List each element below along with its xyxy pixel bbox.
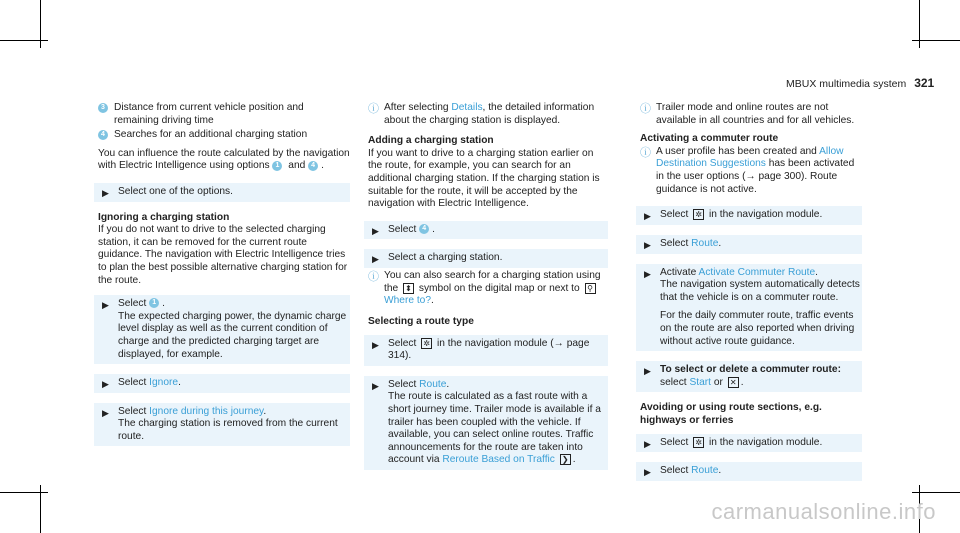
arrow-icon: ▶	[644, 211, 651, 222]
column-3	[640, 102, 862, 491]
arrow-right-icon: ❯	[560, 454, 571, 465]
legend-item-3: 3 Distance from current vehicle position and remaining driving time	[98, 102, 350, 127]
step: ▶ Select 4 .	[364, 221, 608, 240]
page-header	[786, 76, 934, 90]
number-4-icon: 4	[419, 224, 429, 234]
info-icon: ⓘ	[640, 146, 651, 159]
column-1	[98, 102, 350, 456]
start-link[interactable]: Start	[689, 376, 711, 388]
number-1-icon: 1	[272, 161, 282, 171]
step: ▶ To select or delete a commuter route: select Start or ✕ .	[636, 361, 862, 392]
arrow-icon: ▶	[102, 187, 109, 198]
paragraph: If you do not want to drive to the selected charging station, it can be removed for the current route guidance. The navigation with Electric Intelligence tries to plan the best possible alternative charging station for the route.	[98, 224, 348, 286]
number-3-icon: 3	[98, 103, 108, 113]
watermark: carmanualsonline.info	[711, 499, 936, 524]
heading-commuter: Activating a commuter route	[640, 133, 779, 145]
delete-icon: ✕	[728, 377, 739, 388]
step: ▶ Select Route.	[636, 235, 862, 254]
charging-station-icon: ⬍	[403, 283, 414, 294]
number-4-icon: 4	[308, 161, 318, 171]
paragraph: If you want to drive to a charging station earlier on the route, for example, you can search for an additional charging station. If the charging station is suitable for the route, it will be accepted by the navigation with Electric Intelligence.	[368, 147, 600, 210]
info-note: ⓘ A user profile has been created and Allow Destination Suggestions has been activated in the user options (→ page 300). Route guidance is not active.	[640, 145, 855, 195]
crop-mark	[0, 492, 48, 493]
where-to-link[interactable]: Where to?	[384, 295, 431, 307]
ignore-link[interactable]: Ignore	[149, 377, 179, 389]
route-link[interactable]: Route	[691, 465, 719, 477]
info-icon: ⓘ	[368, 103, 379, 115]
reroute-link[interactable]: Reroute Based on Traffic	[442, 454, 555, 466]
step: ▶ Select ✲ in the navigation module.	[636, 434, 862, 453]
info-note: ⓘ You can also search for a charging station using the ⬍ symbol on the digital map or next to ⚲Where to?.	[368, 269, 601, 307]
crop-mark	[912, 40, 960, 41]
arrow-icon: ▶	[102, 379, 109, 390]
search-icon: ⚲	[585, 283, 596, 294]
intro-paragraph: You can influence the route calculated by the navigation with Electric Intelligence using options 1 and 4 .	[98, 147, 350, 172]
step: ▶ Select ✲ in the navigation module.	[636, 206, 862, 225]
legend-item-4: 4 Searches for an additional charging station	[98, 129, 350, 142]
arrow-icon: ▶	[644, 366, 651, 377]
step: ▶ Select Route. The route is calculated as a fast route with a short journey time. Trailer mode is available if a trailer has been coupled with the vehicle. If available, you can select online routes. Traffic announcements for the route are taken into account via Reroute Based on Traffic ❯ .	[364, 376, 608, 470]
arrow-icon: ▶	[372, 339, 379, 350]
details-link[interactable]: Details	[451, 102, 483, 113]
step: ▶ Select Route.	[636, 462, 862, 481]
arrow-icon: ▶	[102, 300, 109, 311]
route-link[interactable]: Route	[691, 237, 719, 249]
info-icon: ⓘ	[640, 103, 651, 115]
arrow-icon: ▶	[644, 467, 651, 478]
step: ▶ Select ✲ in the navigation module (→ page 314).	[364, 335, 608, 366]
step: ▶ Activate Activate Commuter Route. The navigation system automatically detects that the vehicle is on a commuter route. For the daily commuter route, traffic events on the route are also reported when driving without active route guidance.	[636, 264, 862, 352]
info-icon: ⓘ	[368, 270, 379, 283]
step: ▶ Select 1 . The expected charging power, the dynamic charge level display as well as the current condition of charge and the predicted charging target are displayed, for example.	[94, 295, 350, 364]
arrow-icon: ▶	[644, 268, 651, 279]
gear-icon: ✲	[693, 437, 704, 448]
gear-icon: ✲	[693, 209, 704, 220]
heading-avoid: Avoiding or using route sections, e.g. highways or ferries	[640, 402, 822, 427]
number-1-icon: 1	[149, 298, 159, 308]
step: ▶ Select Ignore during this journey. The charging station is removed from the current route.	[94, 403, 350, 447]
heading-route-type: Selecting a route type	[368, 315, 474, 327]
step: ▶ Select one of the options.	[94, 183, 350, 202]
crop-mark	[0, 40, 48, 41]
arrow-icon: ▶	[644, 438, 651, 449]
arrow-icon: ▶	[372, 225, 379, 236]
route-link[interactable]: Route	[419, 378, 447, 390]
step: ▶ Select a charging station.	[364, 249, 608, 268]
arrow-icon: ▶	[644, 239, 651, 250]
heading-add: Adding a charging station	[368, 135, 494, 147]
info-note: ⓘ After selecting Details, the detailed information about the charging station is displayed.	[368, 102, 595, 126]
number-4-icon: 4	[98, 130, 108, 140]
allow-destination-link[interactable]: Allow Destination Suggestions	[656, 145, 844, 170]
info-note: ⓘ Trailer mode and online routes are not available in all countries and for all vehicles.	[640, 102, 855, 126]
activate-commuter-link[interactable]: Activate Commuter Route	[698, 266, 816, 278]
arrow-icon: ▶	[372, 380, 379, 391]
heading-ignore: Ignoring a charging station	[98, 211, 230, 223]
page-number: 321	[914, 76, 935, 90]
arrow-icon: ▶	[372, 254, 379, 265]
column-2	[368, 102, 608, 480]
arrow-icon: ▶	[102, 407, 109, 418]
gear-icon: ✲	[421, 338, 432, 349]
step: ▶ Select Ignore.	[94, 374, 350, 393]
header-title: MBUX multimedia system	[786, 78, 907, 90]
crop-mark	[912, 492, 960, 493]
ignore-journey-link[interactable]: Ignore during this journey	[149, 405, 264, 417]
